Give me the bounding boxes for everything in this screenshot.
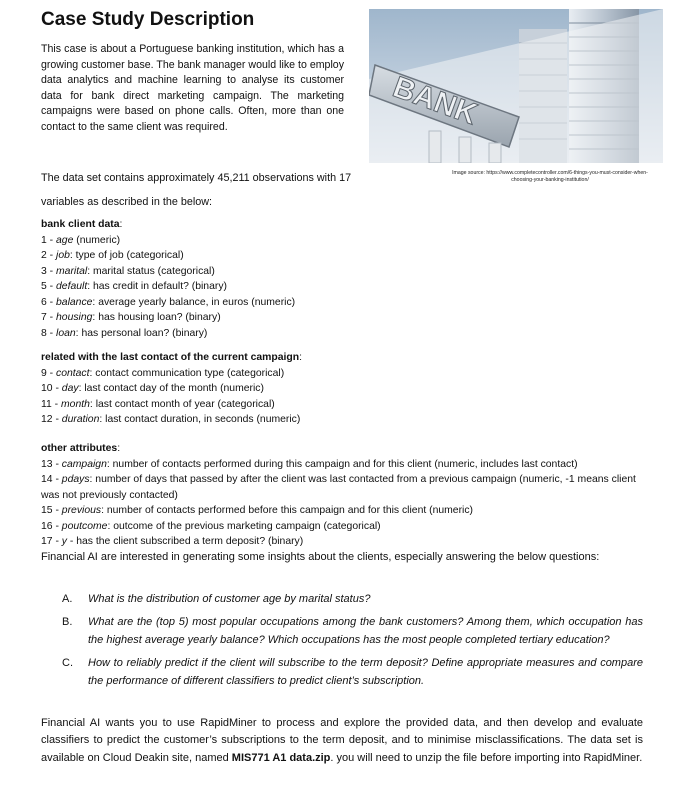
variable-item: 13 - campaign: number of contacts performed during this campaign and for this client (numeric, includes last contact): [41, 458, 578, 470]
variable-item: 2 - job: type of job (categorical): [41, 250, 184, 261]
page-title: Case Study Description: [41, 9, 255, 30]
question-list: [62, 591, 643, 696]
variable-item: 15 - previous: number of contacts performed before this campaign and for this client (numeric): [41, 505, 474, 516]
variable-item: 9 - contact: contact communication type (categorical): [41, 367, 285, 379]
variable-group-last-contact: related with the last contact of the current campaign: 9 - contact: contact communication type (categorical) 10 - day: last contact day of the month (numeric) 11 - month: last contact month of year (categorical) 12 - duration: last contact duration, in seconds (numeric): [41, 350, 441, 428]
bank-building-image: [369, 9, 663, 163]
question-c: C. How to reliably predict if the client will subscribe to the term deposit? Define appropriate measures and compare the performance of different classifiers to predict client’s subscription.: [62, 657, 643, 687]
intro-paragraph: This case is about a Portuguese banking institution, which has a growing customer base. The bank manager would like to employ data analytics and machine learning to analyse its customer data for bank direct marketing campaign. The marketing campaigns were based on phone calls. Often, more than one contact to the same client was required.: [41, 43, 344, 133]
variable-item: 10 - day: last contact day of the month (numeric): [41, 383, 264, 394]
variable-item: 3 - marital: marital status (categorical): [41, 265, 215, 277]
variable-item: 7 - housing: has housing loan? (binary): [41, 312, 221, 323]
question-a: A. What is the distribution of customer age by marital status?: [62, 593, 371, 605]
variable-group-other: other attributes: 13 - campaign: number of contacts performed during this campaign and for this client (numeric, includes last contact) 14 - pdays: number of days that passed by after the client was last contacted from a previous campaign (numeric, -1 means client was not previously contacted) 15 - previous: number of contacts performed before this campaign and for this client (numeric) 16 - poutcome: outcome of the previous marketing campaign (categorical) 17 - y - has the client subscribed a term deposit? (binary): [41, 441, 646, 550]
variable-group-bank-client: bank client data: 1 - age (numeric) 2 - job: type of job (categorical) 3 - marital: marital status (categorical) 5 - default: has credit in default? (binary) 6 - balance: average yearly balance, in euros (numeric) 7 - housing: has housing loan? (binary) 8 - loan: has personal loan? (binary): [41, 217, 341, 341]
group-header: bank client data: [41, 219, 120, 230]
question-b: B. What are the (top 5) most popular occupations among the bank customers? Among them, which occupation has the highest average yearly balance? Which occupations has the most people completed tertiary education?: [62, 616, 643, 646]
variable-item: 17 - y - has the client subscribed a term deposit? (binary): [41, 536, 304, 547]
image-caption: Image source: https://www.completecontroller.com/6-things-you-must-consider-when-choosing-your-banking-institution/: [452, 170, 648, 183]
bank-sign-text: BANK: [388, 70, 482, 132]
dataset-line-2: variables as described in the below:: [41, 196, 213, 208]
variable-item: 6 - balance: average yearly balance, in euros (numeric): [41, 296, 296, 308]
closing-paragraph: Financial AI wants you to use RapidMiner to process and explore the provided data, and then develop and evaluate classifiers to predict the customer’s subscriptions to the term deposit, and to minimise misclassifications. The data set is available on Cloud Deakin site, named MIS771 A1 data.zip. you will need to unzip the file before importing into RapidMiner.: [41, 717, 643, 764]
variable-item: 12 - duration: last contact duration, in seconds (numeric): [41, 414, 301, 425]
variable-item: 11 - month: last contact month of year (categorical): [41, 398, 275, 410]
data-filename: MIS771 A1 data.zip: [231, 751, 331, 764]
variable-item: 8 - loan: has personal loan? (binary): [41, 327, 208, 339]
financial-intro: Financial AI are interested in generating some insights about the clients, especially answering the below questions:: [41, 551, 600, 563]
group-header: other attributes: [41, 443, 118, 454]
bank-photo-illustration: [369, 9, 663, 163]
variable-item: 1 - age (numeric): [41, 234, 121, 246]
variable-item: 14 - pdays: number of days that passed by after the client was last contacted from a previous campaign (numeric, -1 means client was not previously contacted): [41, 474, 636, 501]
group-header: related with the last contact of the current campaign: [41, 352, 300, 363]
dataset-line-1: The data set contains approximately 45,211 observations with 17: [41, 172, 352, 184]
variable-item: 5 - default: has credit in default? (binary): [41, 281, 227, 292]
variable-item: 16 - poutcome: outcome of the previous marketing campaign (categorical): [41, 520, 381, 532]
